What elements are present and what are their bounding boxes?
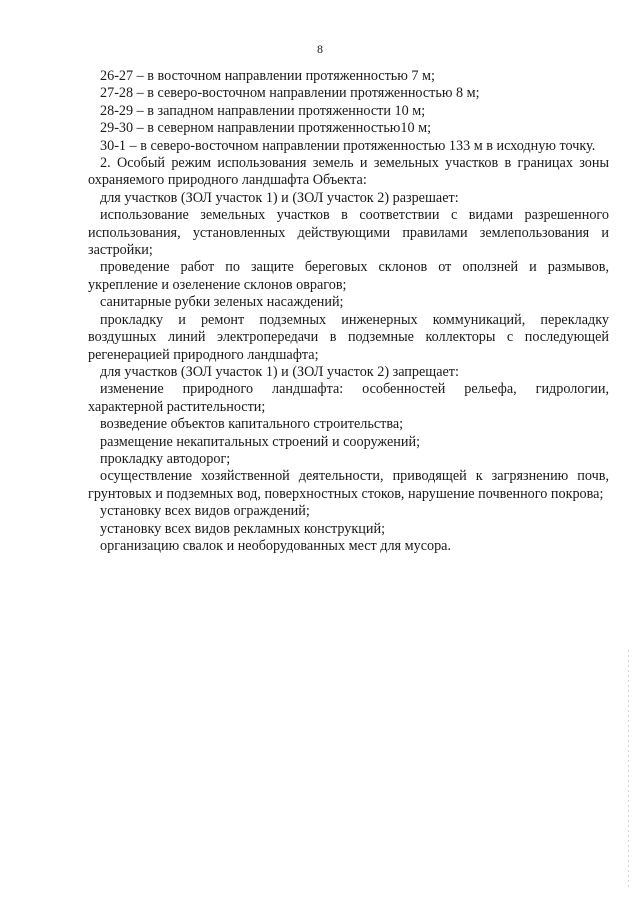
permitted-item: использование земельных участков в соответствии с видами разрешенного использования, установленных действующими правилами землепользования и застройки; (88, 207, 609, 259)
page-number: 8 (317, 42, 323, 56)
segment-30-1: 30-1 – в северо-восточном направлении протяженностью 133 м в исходную точку. (100, 137, 596, 154)
document-body (88, 68, 609, 555)
scan-edge-mark (628, 650, 629, 890)
prohibited-item: установку всех видов ограждений; (100, 503, 310, 520)
segment-28-29: 28-29 – в западном направлении протяженности 10 м; (100, 102, 426, 119)
permitted-item: прокладку и ремонт подземных инженерных коммуникаций, перекладку воздушных линий электропередачи в подземные коллекторы с последующей регенерацией природного ландшафта; (88, 311, 609, 363)
segment-26-27: 26-27 – в восточном направлении протяженностью 7 м; (100, 68, 435, 84)
permitted-intro: для участков (ЗОЛ участок 1) и (ЗОЛ участок 2) разрешает: (100, 189, 459, 206)
prohibited-item: организацию свалок и необорудованных мест для мусора. (100, 537, 452, 554)
section-2-heading: 2. Особый режим использования земель и земельных участков в границах зоны охраняемого природного ландшафта Объекта: (88, 155, 609, 189)
prohibited-intro: для участков (ЗОЛ участок 1) и (ЗОЛ участок 2) запрещает: (100, 363, 459, 380)
prohibited-item: размещение некапитальных строений и сооружений; (100, 433, 421, 450)
segment-29-30: 29-30 – в северном направлении протяженностью10 м; (100, 120, 432, 137)
prohibited-item: возведение объектов капитального строительства; (100, 416, 404, 433)
prohibited-item: установку всех видов рекламных конструкций; (100, 520, 386, 537)
permitted-item: проведение работ по защите береговых склонов от оползней и размывов, укрепление и озеленение склонов оврагов; (88, 259, 609, 293)
segment-27-28: 27-28 – в северо-восточном направлении протяженностью 8 м; (100, 85, 480, 102)
permitted-item: санитарные рубки зеленых насаждений; (100, 294, 344, 311)
prohibited-item: прокладку автодорог; (100, 450, 231, 467)
prohibited-item: осуществление хозяйственной деятельности, приводящей к загрязнению почв, грунтовых и подземных вод, поверхностных стоков, нарушение почвенного покрова; (88, 468, 609, 502)
prohibited-item: изменение природного ландшафта: особенностей рельефа, гидрологии, характерной растительности; (88, 381, 609, 415)
